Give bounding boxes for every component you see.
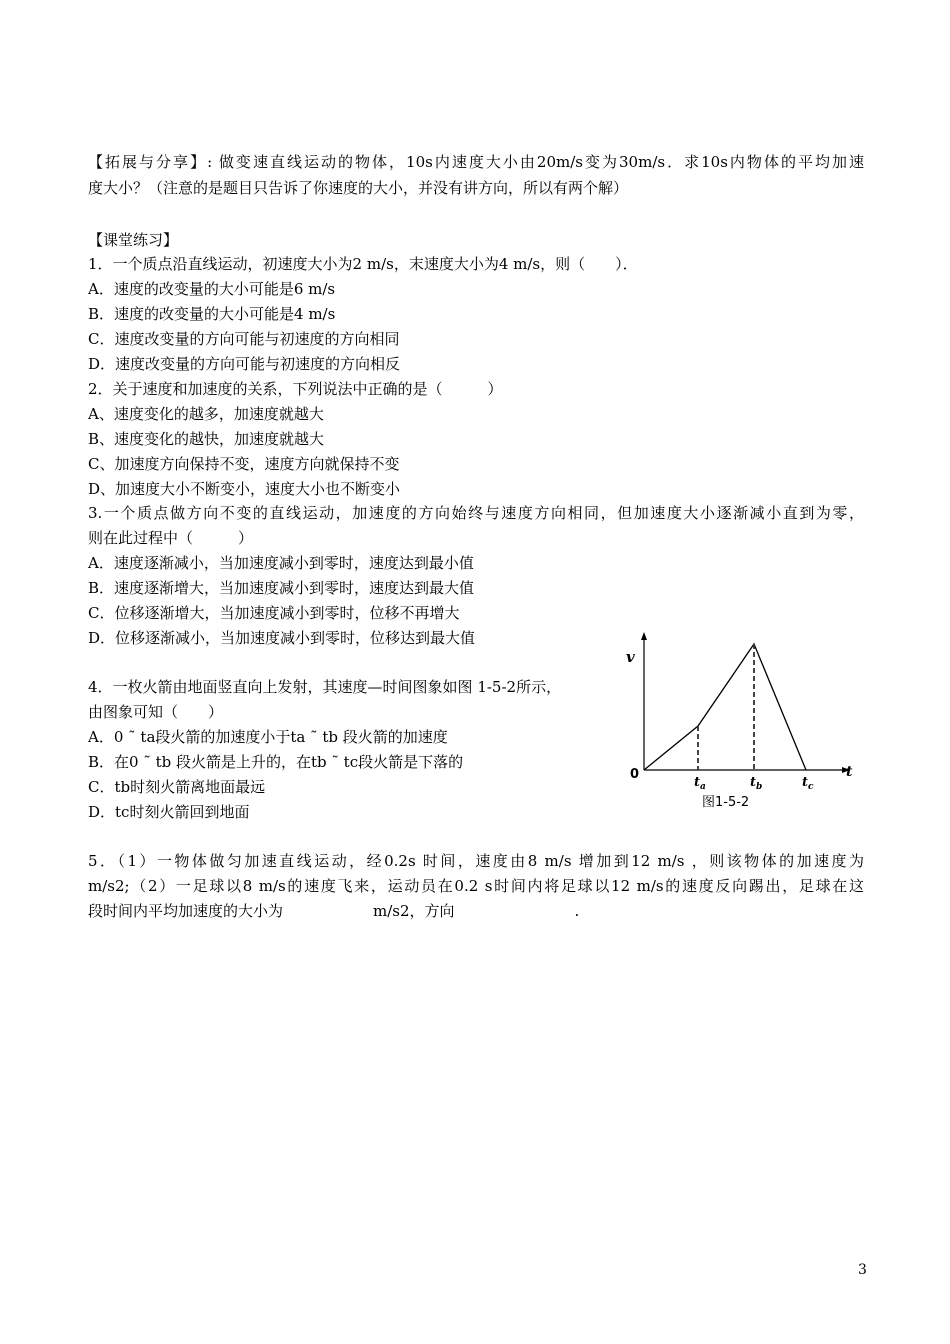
- tick-tc-label: $t_c$: [802, 775, 814, 792]
- q3-stem-line-1: 3.一个质点做方向不变的直线运动，加速度的方向始终与速度方向相同，但加速度大小逐渐减小直到为零，: [88, 504, 864, 522]
- q5-line-3: 段时间内平均加速度的大小为 m/s2，方向 .: [88, 902, 580, 920]
- q2-option-d: D、加速度大小不断变小，速度大小也不断变小: [88, 480, 401, 498]
- tick-tb-label: $t_b$: [750, 775, 763, 792]
- x-axis-label: t: [846, 764, 853, 780]
- q1-option-c: C．速度改变量的方向可能与初速度的方向相同: [88, 330, 400, 348]
- q4-stem-line-1: 4．一枚火箭由地面竖直向上发射，其速度—时间图象如图 1-5-2所示，: [88, 678, 562, 696]
- extend-line-2: 度大小？（注意的是题目只告诉了你速度的大小，并没有讲方向，所以有两个解）: [88, 179, 629, 197]
- q3-option-d: D．位移逐渐减小，当加速度减小到零时，位移达到最大值: [88, 629, 476, 647]
- q1-option-d: D．速度改变量的方向可能与初速度的方向相反: [88, 355, 401, 373]
- y-axis-arrow: [641, 632, 647, 640]
- practice-heading: 【课堂练习】: [88, 231, 179, 249]
- q2-option-c: C、加速度方向保持不变，速度方向就保持不变: [88, 455, 400, 473]
- q4-option-a: A．0 ˜ ta段火箭的加速度小于ta ˜ tb 段火箭的加速度: [88, 728, 448, 746]
- velocity-time-graph: [620, 628, 868, 812]
- q4-option-b: B．在0 ˜ tb 段火箭是上升的，在tb ˜ tc段火箭是下落的: [88, 753, 464, 771]
- q2-option-b: B、速度变化的越快，加速度就越大: [88, 430, 325, 448]
- q3-stem-line-2: 则在此过程中（ ）: [88, 529, 254, 547]
- q3-option-c: C．位移逐渐增大，当加速度减小到零时，位移不再增大: [88, 604, 460, 622]
- q5-line-1: 5．（1）一物体做匀加速直线运动，经0.2s 时间，速度由8 m/s 增加到12 m/s ，则该物体的加速度为: [88, 852, 864, 870]
- page-number: 3: [858, 1262, 867, 1278]
- q1-option-b: B．速度的改变量的大小可能是4 m/s: [88, 305, 336, 323]
- extend-line-1: 【拓展与分享】: 做变速直线运动的物体，10s内速度大小由20m/s变为30m/s．求10s内物体的平均加速: [88, 153, 864, 171]
- q4-stem-line-2: 由图象可知（ ）: [88, 703, 224, 721]
- tick-ta-label: $t_a$: [694, 775, 706, 792]
- origin-label: 0: [630, 767, 640, 782]
- q2-stem: 2．关于速度和加速度的关系，下列说法中正确的是（ ）: [88, 380, 503, 398]
- q3-option-a: A．速度逐渐减小，当加速度减小到零时，速度达到最小值: [88, 554, 474, 572]
- q4-option-c: C．tb时刻火箭离地面最远: [88, 778, 266, 796]
- q2-option-a: A、速度变化的越多，加速度就越大: [88, 405, 324, 423]
- velocity-curve: [644, 644, 806, 770]
- y-axis-label: v: [626, 648, 635, 666]
- q1-stem: 1．一个质点沿直线运动，初速度大小为2 m/s，末速度大小为4 m/s，则（ ）．: [88, 255, 638, 273]
- q1-option-a: A．速度的改变量的大小可能是6 m/s: [88, 280, 336, 298]
- q3-option-b: B．速度逐渐增大，当加速度减小到零时，速度达到最大值: [88, 579, 475, 597]
- q5-line-2: m/s2;（2）一足球以8 m/s的速度飞来，运动员在0.2 s时间内将足球以12 m/s的速度反向踢出，足球在这: [88, 877, 864, 895]
- figure-caption: 图1-5-2: [702, 795, 750, 810]
- q4-option-d: D．tc时刻火箭回到地面: [88, 803, 250, 821]
